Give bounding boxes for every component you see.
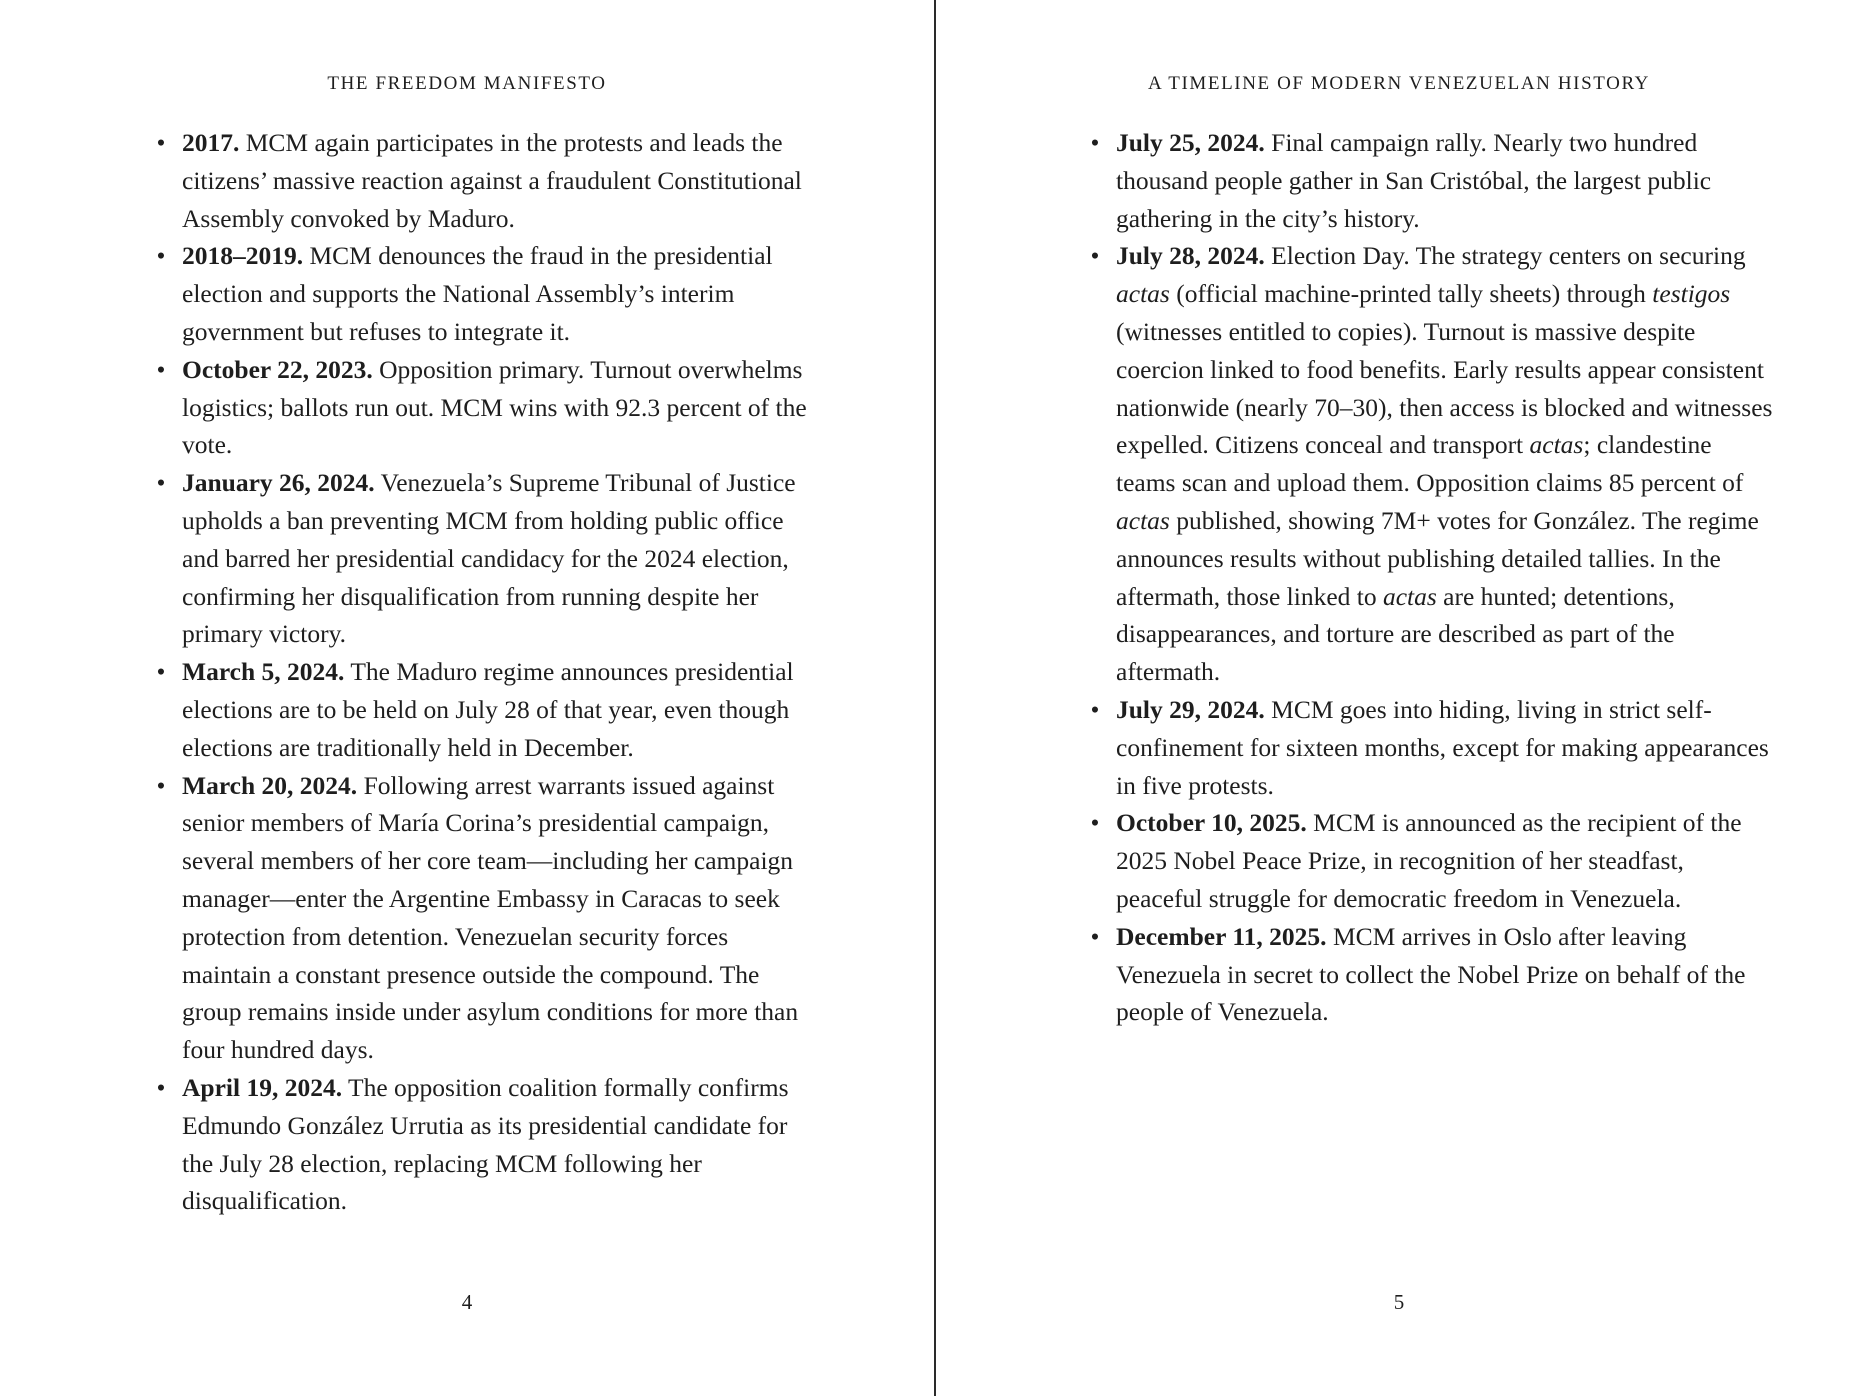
entry-date: 2017. (182, 128, 240, 157)
timeline-entry (156, 237, 822, 350)
timeline-entry (156, 767, 822, 1069)
entry-date: July 29, 2024. (1116, 694, 1265, 724)
entry-term: actas (1116, 505, 1170, 535)
entry-text: Election Day. The strategy centers on securing (1264, 241, 1746, 271)
timeline-entry (156, 1069, 822, 1220)
timeline-list (156, 124, 822, 1220)
entry-text: The opposition coalition formally confirms Edmundo González Urrutia as its presidential candidate for the July 28 election, replacing MCM following her disqualification. (182, 1072, 789, 1216)
timeline-list (1090, 124, 1774, 1031)
bullet-icon: • (1090, 241, 1100, 271)
timeline-entry (1090, 691, 1774, 804)
entry-text: ; clandestine teams scan and upload them. Opposition claims 85 percent of (1116, 430, 1744, 498)
entry-term: testigos (1652, 279, 1731, 309)
timeline-entry (156, 124, 822, 237)
right-page (936, 0, 1862, 1396)
timeline-entry (1090, 804, 1774, 917)
entry-text: Following arrest warrants issued against senior members of María Corina’s presidential campaign, several members of her core team—including her campaign manager—enter the Argentine Embassy in Caracas to seek protection from detention. Venezuelan security forces maintain a constant presence outside the compound. The group remains inside under asylum conditions for more than four hundred days. (182, 770, 799, 1065)
entry-date: January 26, 2024. (182, 468, 375, 498)
entry-text: published, showing 7M+ votes for González. The regime announces results without publishing detailed tallies. In the aftermath, those linked to (1116, 505, 1759, 611)
entry-text: Opposition primary. Turnout overwhelms logistics; ballots run out. MCM wins with 92.3 percent of the vote. (182, 354, 807, 460)
entry-text: MCM is announced as the recipient of the 2025 Nobel Peace Prize, in recognition of her steadfast, peaceful struggle for democratic freedom in Venezuela. (1116, 808, 1742, 913)
running-head: THE FREEDOM MANIFESTO (327, 73, 607, 94)
entry-text: (official machine-printed tally sheets) through (1169, 279, 1653, 309)
timeline-entry (1090, 918, 1774, 1031)
bullet-icon: • (156, 354, 166, 384)
entry-text: are hunted; detentions, disappearances, and torture are described as part of the aftermath. (1116, 581, 1675, 687)
entry-date: October 22, 2023. (182, 354, 373, 384)
entry-date: July 25, 2024. (1116, 128, 1265, 157)
page-number: 5 (1393, 1290, 1405, 1314)
bullet-icon: • (156, 770, 166, 800)
entry-date: 2018–2019. (182, 241, 304, 271)
timeline-entry (156, 653, 822, 766)
entry-text: Final campaign rally. Nearly two hundred thousand people gather in San Cristóbal, the largest public gathering in the city’s history. (1116, 128, 1712, 233)
bullet-icon: • (1090, 808, 1100, 838)
entry-text: MCM again participates in the protests and leads the citizens’ massive reaction against a fraudulent Constitutional Assembly convoked by Maduro. (182, 128, 802, 233)
bullet-icon: • (156, 128, 166, 157)
entry-text: MCM arrives in Oslo after leaving Venezuela in secret to collect the Nobel Prize on behalf of the people of Venezuela. (1116, 921, 1746, 1027)
timeline-entry (156, 351, 822, 464)
page-number: 4 (461, 1290, 473, 1314)
entry-term: actas (1529, 430, 1584, 460)
timeline-entry (1090, 237, 1774, 691)
entry-date: July 28, 2024. (1116, 241, 1265, 271)
entry-term: actas (1382, 581, 1437, 611)
entry-date: April 19, 2024. (182, 1072, 343, 1102)
bullet-icon: • (1090, 694, 1100, 724)
entry-date: December 11, 2025. (1116, 921, 1327, 951)
entry-text: Venezuela’s Supreme Tribunal of Justice upholds a ban preventing MCM from holding public office and barred her presidential candidacy for the 2024 election, confirming her disqualification from running despite her primary victory. (182, 468, 796, 649)
bullet-icon: • (156, 657, 166, 687)
bullet-icon: • (1090, 921, 1100, 951)
entry-date: March 5, 2024. (182, 657, 345, 687)
bullet-icon: • (156, 241, 166, 271)
running-head: A TIMELINE OF MODERN VENEZUELAN HISTORY (1147, 73, 1651, 94)
entry-text: MCM goes into hiding, living in strict self-confinement for sixteen months, except for making appearances in five protests. (1116, 694, 1769, 800)
entry-term: actas (1116, 279, 1170, 309)
entry-text: The Maduro regime announces presidential elections are to be held on July 28 of that year, even though elections are traditionally held in December. (182, 657, 794, 762)
entry-date: March 20, 2024. (182, 770, 358, 800)
timeline-entry (1090, 124, 1774, 237)
bullet-icon: • (156, 468, 166, 498)
entry-text: (witnesses entitled to copies). Turnout is massive despite coercion linked to food benefits. Early results appear consistent nationwide (nearly 70–30), then access is blocked and witnesses expelled. Citizens conceal and transport (1116, 316, 1773, 460)
timeline-entry (156, 464, 822, 653)
bullet-icon: • (1090, 128, 1100, 157)
entry-text: MCM denounces the fraud in the presidential election and supports the National Assembly’s interim government but refuses to integrate it. (182, 241, 773, 346)
bullet-icon: • (156, 1072, 166, 1102)
entry-date: October 10, 2025. (1116, 808, 1307, 838)
